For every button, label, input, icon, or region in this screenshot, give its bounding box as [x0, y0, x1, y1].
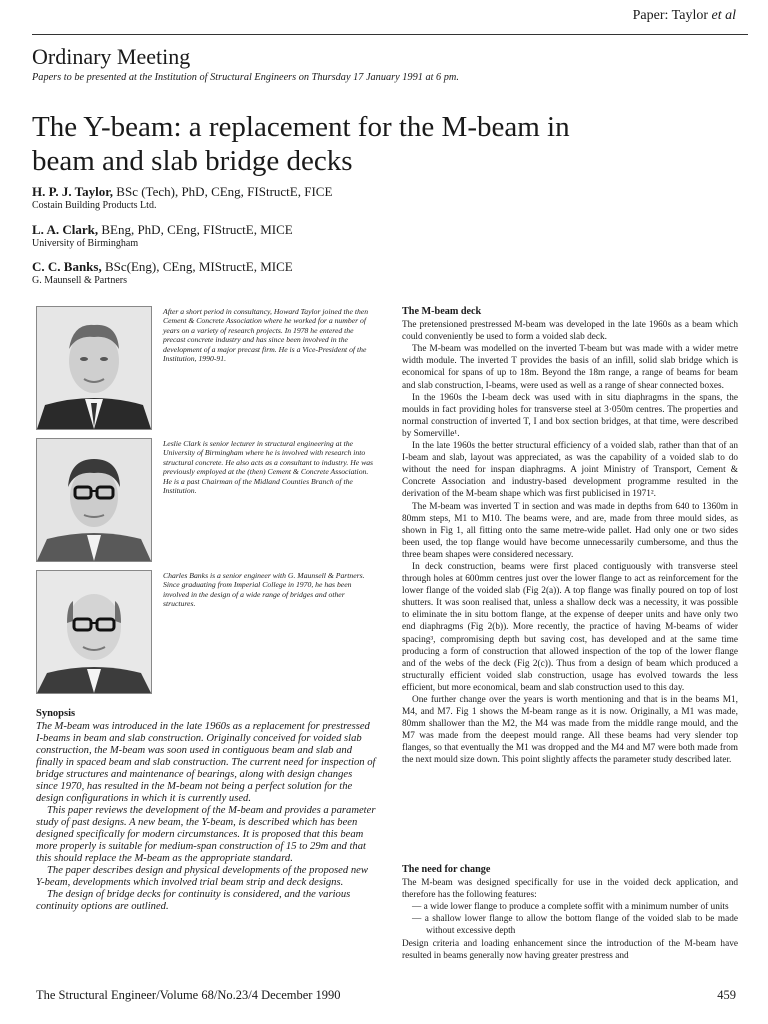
author-photo-clark — [36, 438, 152, 562]
bio-banks: Charles Banks is a senior engineer with G. Maunsell & Partners. Since graduating from Imperial College in 1970, he has been involved in the design of a wide range of bridges and other structures. — [163, 571, 365, 609]
author-affiliation: G. Maunsell & Partners — [32, 275, 127, 286]
running-head: Paper: Taylor et al — [632, 8, 736, 23]
section-heading: Ordinary Meeting — [32, 44, 191, 69]
mbeam-heading: The M-beam deck — [402, 306, 482, 317]
bio-taylor: After a short period in consultancy, Howard Taylor joined the then Cement & Concrete Association where he worked for a number of years on a variety of research projects. In 1978 he entered the precast concrete industry and has since been involved in the development of a major precast firm. He is a Vice-President of the Institution, 1990-91. — [163, 307, 369, 364]
author-affiliation: Costain Building Products Ltd. — [32, 200, 157, 211]
bio-clark: Leslie Clark is senior lecturer in structural engineering at the University of Birmingham where he is involved with research into structural concrete. He also acts as a consultant to industry. He was previously employed at the (then) Cement & Concrete Association. He is a past Chairman of the Midland Counties Branch of the Institution. — [163, 439, 374, 496]
author-photo-taylor — [36, 306, 152, 430]
meeting-subtitle: Papers to be presented at the Institution of Structural Engineers on Thursday 17 January 1991 at 6 pm. — [32, 72, 459, 83]
author-3 — [32, 259, 293, 274]
need-section — [402, 864, 738, 962]
author-photo-banks — [36, 570, 152, 694]
author-1 — [32, 184, 332, 199]
author-quals: BSc(Eng), CEng, MIStructE, MICE — [101, 259, 293, 274]
synopsis-paragraph: The paper describes design and physical developments of the proposed new Y-beam, developments which involved trial beam strip and deck designs. — [36, 865, 368, 888]
author-name: H. P. J. Taylor, — [32, 184, 114, 199]
body-paragraph: The M-beam was modelled on the inverted T-beam but was made with a wider metre width module. The inverted T provides the basis of an infill, solid slab bridge which is economical for spans of up to 18m. Beyond the 18m range, a range of beams for beam and slab construction, I-beams, were used as well as a range of shear connected boxes. — [402, 344, 738, 391]
synopsis-paragraph: This paper reviews the development of the M-beam and provides a parameter study of past designs. A new beam, the Y-beam, is described which has been designed specifically for modern circumstances. It is proposed that this beam more properly is suitable for medium-span construction of 15 to 29m and that this should replace the M-beam as the appropriate standard. — [36, 805, 376, 864]
page-number: 459 — [717, 988, 736, 1002]
synopsis-body — [36, 721, 376, 913]
list-item: — a wide lower flange to produce a complete soffit with a minimum number of units — [412, 902, 729, 913]
need-heading: The need for change — [402, 864, 491, 875]
header-rule — [32, 34, 748, 35]
author-quals: BSc (Tech), PhD, CEng, FIStructE, FICE — [113, 184, 333, 199]
body-paragraph: In deck construction, beams were first placed contiguously with transverse steel through holes at 600mm centres just over the lower flange to act as reinforcement for the lower flange of the voided slab (Fig 2(a)). A top flange was finally poured on top of lost shutters. It was soon realised that, unless a shallow deck was a necessity, it was possible to eliminate the in situ bottom flange, at the expense of deeper units and have only two end diaphragms (Fig 2(b)). More recently, the practice of having M-beams of wider spacing³, compromising depth but saving cost, has developed and at the same time producing a form of construction that allowed inspection of the top of the lower flange and of the webs of the deck (Fig 2(c)). Thus from a design of beam which produced a structurally efficient voided slab construction, usage has evolved towards the less efficient, but more economical, beam and slab construction used to this day. — [402, 561, 738, 693]
body-paragraph: Design criteria and loading enhancement since the introduction of the M-beam have resulted in beams generally now having greater prestress and — [402, 938, 738, 961]
synopsis-paragraph: The design of bridge decks for continuity is considered, and the various continuity options are outlined. — [36, 889, 351, 912]
author-name: C. C. Banks, — [32, 259, 102, 274]
author-affiliation: University of Birmingham — [32, 238, 139, 249]
title-line-1: The Y-beam: a replacement for the M-beam in — [32, 111, 570, 143]
body-paragraph: One further change over the years is worth mentioning and that is in the beams M1, M4, and M7. Fig 1 shows the M-beam range as it is now. Originally, a M1 was made, 80mm shallower than the M2, the M4 was made from the middle range mould, and the M7 was made from the deepest mould range. All these beams had very slender top flanges, so that eventually the M1 was dropped and the M4 and M7 were both made from the next mould size down. This point slightly affects the parameter study described later. — [402, 695, 738, 766]
synopsis-heading: Synopsis — [36, 708, 76, 719]
body-paragraph: In the late 1960s the better structural efficiency of a voided slab, rather than that of an I-beam and slab, layout was appreciated, as was the capability of a voided slab to do without the need for inspan diaphragms. A joint Ministry of Transport, Cement & Concrete Association and industry-based development programme resulted in the derivation of the M-beam shape which was first publicised in 1971². — [402, 441, 738, 500]
list-item: — a shallow lower flange to allow the bottom flange of the voided slab to be made without excessive depth — [412, 914, 738, 937]
body-paragraph: The pretensioned prestressed M-beam was developed in the late 1960s as a beam which could conveniently be used to form a voided slab deck. — [402, 320, 738, 343]
feature-list — [402, 901, 738, 937]
author-2 — [32, 222, 293, 237]
synopsis-paragraph: The M-beam was introduced in the late 1960s as a replacement for prestressed I-beams in beam and slab construction. Originally conceived for voided slab construction, the M-beam was soon used in contiguous beam and slab and finally in spaced beam and slab construction. The current need for inspection of bridge structures and maintenance of bearings, along with design changes since 1970, has resulted in the M-beam not being a perfect solution for the design configurations in which it is currently used. — [36, 721, 376, 804]
journal-footer: The Structural Engineer/Volume 68/No.23/4 December 1990 — [36, 988, 341, 1002]
paper-title — [32, 110, 748, 178]
body-paragraph: The M-beam was designed specifically for use in the voided deck application, and therefore has the following features: — [402, 878, 738, 901]
author-name: L. A. Clark, — [32, 222, 99, 237]
body-paragraph: The M-beam was inverted T in section and was made in depths from 640 to 1360m in 80mm steps, M1 to M10. The beams were, and are, made from three mould sides, as shown in Fig 1, all fitting onto the same metre-wide pallet. Had only one or two sides been used, the top flange would have become unnecessarily cumbersome, and thus the three beam shapes were considered necessary. — [402, 501, 738, 560]
mbeam-section — [402, 306, 738, 767]
body-paragraph: In the 1960s the I-beam deck was used with in situ diaphragms in the spans, the moulds in fact providing holes for transverse steel at 3·050m centres. The properties and normal construction of inverted T, I and box section bridges, at that time, were described by Somerville¹. — [402, 392, 738, 439]
title-line-2: beam and slab bridge decks — [32, 145, 353, 177]
author-quals: BEng, PhD, CEng, FIStructE, MICE — [98, 222, 293, 237]
